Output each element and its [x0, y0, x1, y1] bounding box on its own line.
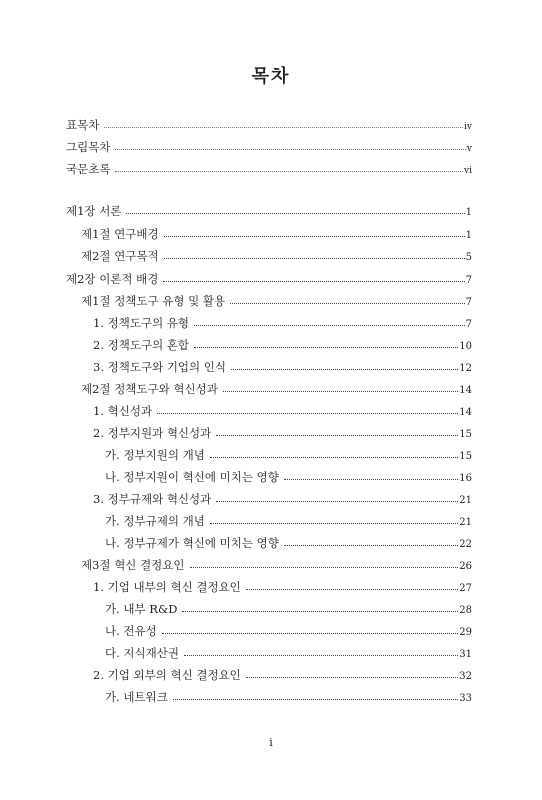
- toc-entry-page: 12: [459, 363, 472, 374]
- dot-leader: [164, 235, 465, 237]
- toc-entry-front-abstract[interactable]: [66, 161, 472, 177]
- toc-entry-subsection[interactable]: [93, 337, 472, 353]
- toc-entry-section[interactable]: [81, 293, 472, 309]
- toc-entry-section[interactable]: [81, 381, 472, 397]
- toc-entry-label: 가. 내부 R&D: [105, 602, 178, 616]
- toc-entry-label: 가. 정부규제의 개념: [105, 514, 205, 528]
- dot-leader: [210, 522, 458, 524]
- toc-entry-item[interactable]: [105, 689, 472, 705]
- toc-entry-label: 다. 지식재산권: [105, 646, 179, 660]
- toc-entry-page: 21: [459, 517, 472, 528]
- toc-entry-label: 제2절 정책도구와 혁신성과: [81, 382, 218, 396]
- toc-entry-page: 26: [459, 561, 472, 572]
- toc-entry-label: 가. 네트워크: [105, 690, 168, 704]
- toc-entry-label: 가. 정부지원의 개념: [105, 448, 205, 462]
- dot-leader: [157, 412, 458, 414]
- toc-entry-page: 14: [459, 407, 472, 418]
- toc-entry-label: 제2절 연구목적: [81, 249, 159, 263]
- toc-entry-label: 제3절 혁신 결정요인: [81, 558, 185, 572]
- toc-entry-page: 16: [459, 473, 472, 484]
- toc-entry-page: iv: [464, 122, 472, 132]
- dot-leader: [216, 434, 458, 436]
- toc-entry-label: 나. 전유성: [105, 624, 157, 638]
- toc-entry-subsection[interactable]: [93, 491, 472, 507]
- dot-leader: [246, 588, 458, 590]
- toc-entry-label: 2. 기업 외부의 혁신 결정요인: [93, 668, 241, 682]
- toc-entry-page: 22: [459, 539, 472, 550]
- toc-entry-label: 그림목차: [66, 140, 111, 154]
- toc-entry-item[interactable]: [105, 645, 472, 661]
- toc-entry-page: 7: [465, 275, 472, 286]
- toc-entry-page: 14: [459, 385, 472, 396]
- dot-leader: [115, 170, 463, 172]
- toc-entry-item[interactable]: [105, 601, 472, 617]
- toc-entry-subsection[interactable]: [93, 579, 472, 595]
- toc-entry-page: vi: [464, 166, 472, 176]
- toc-entry-page: 28: [459, 605, 472, 616]
- toc-entry-page: 27: [459, 583, 472, 594]
- page-number: i: [269, 736, 273, 749]
- toc-entry-label: 나. 정부규제가 혁신에 미치는 영향: [105, 536, 279, 550]
- toc-entry-label: 제1장 서론: [66, 204, 122, 218]
- dot-leader: [231, 368, 458, 370]
- toc-entry-item[interactable]: [105, 623, 472, 639]
- dot-leader: [194, 346, 458, 348]
- toc-entry-label: 3. 정책도구와 기업의 인식: [93, 360, 227, 374]
- toc-entry-page: 5: [465, 252, 472, 263]
- dot-leader: [194, 324, 465, 326]
- toc-entry-item[interactable]: [105, 469, 472, 485]
- toc-entry-page: 31: [459, 649, 472, 660]
- dot-leader: [184, 654, 458, 656]
- dot-leader: [115, 148, 465, 150]
- dot-leader: [173, 698, 458, 700]
- toc-entry-page: 1: [465, 230, 472, 241]
- toc-entry-page: 32: [459, 671, 472, 682]
- toc-entry-label: 1. 기업 내부의 혁신 결정요인: [93, 580, 241, 594]
- toc-entry-section[interactable]: [81, 557, 472, 573]
- toc-entry-section[interactable]: [81, 248, 472, 264]
- toc-entry-label: 제1절 정책도구 유형 및 활용: [81, 294, 226, 308]
- dot-leader: [223, 390, 458, 392]
- toc-entry-page: 7: [465, 297, 472, 308]
- toc-entry-front-list-of-figures[interactable]: [66, 139, 472, 155]
- toc-entry-subsection[interactable]: [93, 425, 472, 441]
- toc-entry-subsection[interactable]: [93, 667, 472, 683]
- toc-entry-item[interactable]: [105, 535, 472, 551]
- toc-entry-page: 15: [459, 451, 472, 462]
- dot-leader: [126, 212, 464, 214]
- toc-entry-item[interactable]: [105, 513, 472, 529]
- dot-leader: [210, 456, 458, 458]
- toc-entry-label: 3. 정부규제와 혁신성과: [93, 492, 212, 506]
- dot-leader: [230, 302, 464, 304]
- toc-entry-front-list-of-tables[interactable]: [66, 117, 472, 133]
- toc-entry-label: 1. 정책도구의 유형: [93, 316, 190, 330]
- toc-entry-page: 21: [459, 495, 472, 506]
- toc-entry-section[interactable]: [81, 226, 472, 242]
- dot-leader: [284, 544, 458, 546]
- dot-leader: [104, 126, 463, 128]
- dot-leader: [182, 610, 458, 612]
- toc-entry-page: v: [466, 144, 472, 154]
- dot-leader: [284, 478, 458, 480]
- dot-leader: [216, 500, 458, 502]
- toc-entry-page: 1: [465, 207, 472, 218]
- toc-entry-page: 15: [459, 429, 472, 440]
- toc-entry-page: 7: [465, 319, 472, 330]
- toc-entry-label: 2. 정부지원과 혁신성과: [93, 426, 212, 440]
- toc-entry-subsection[interactable]: [93, 403, 472, 419]
- toc-entry-label: 국문초록: [66, 162, 111, 176]
- dot-leader: [164, 257, 465, 259]
- toc-entry-chapter[interactable]: [66, 271, 472, 287]
- toc-entry-label: 제2장 이론적 배경: [66, 272, 159, 286]
- toc-entry-item[interactable]: [105, 447, 472, 463]
- dot-leader: [162, 632, 459, 634]
- toc-entry-subsection[interactable]: [93, 315, 472, 331]
- toc-entry-page: 33: [459, 693, 472, 704]
- toc-entry-subsection[interactable]: [93, 359, 472, 375]
- toc-entry-page: 29: [459, 627, 472, 638]
- toc-entry-label: 2. 정책도구의 혼합: [93, 338, 190, 352]
- toc-entry-page: 10: [459, 341, 472, 352]
- page-title: 목차: [251, 66, 291, 87]
- toc-entry-label: 표목차: [66, 118, 100, 132]
- dot-leader: [190, 566, 459, 568]
- dot-leader: [163, 280, 464, 282]
- toc-entry-label: 1. 혁신성과: [93, 404, 153, 418]
- toc-entry-label: 나. 정부지원이 혁신에 미치는 영향: [105, 470, 279, 484]
- toc-entry-chapter[interactable]: [66, 203, 472, 219]
- toc-entry-label: 제1절 연구배경: [81, 227, 159, 241]
- dot-leader: [246, 676, 458, 678]
